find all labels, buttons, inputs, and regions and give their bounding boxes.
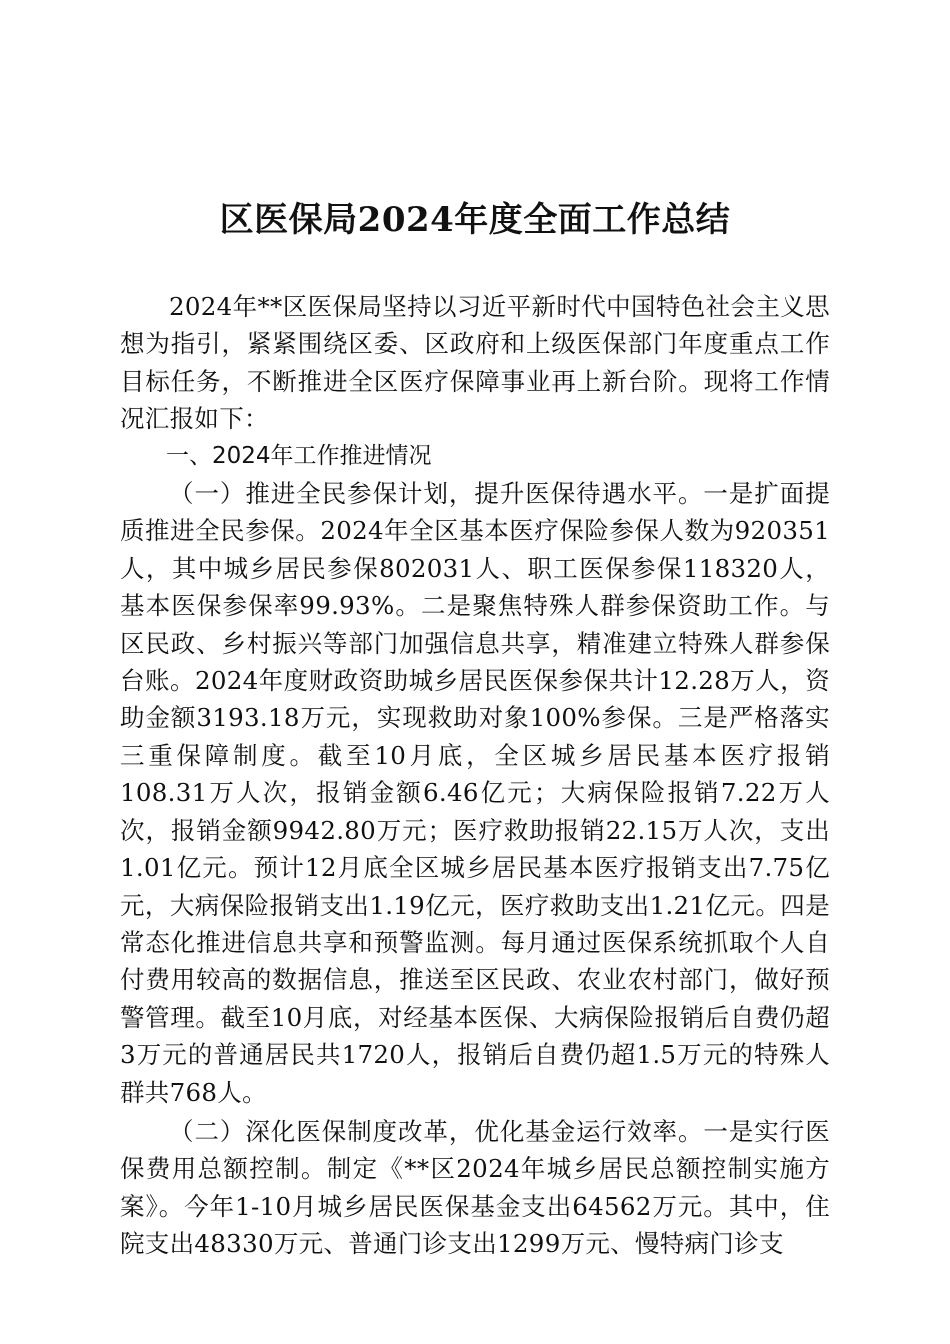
document-title: 区医保局2024年度全面工作总结: [219, 200, 731, 240]
body-paragraph-1: （一）推进全民参保计划，提升医保待遇水平。一是扩面提质推进全民参保。2024年全区基本医疗保险参保人数为920351人，其中城乡居民参保802031人、职工医保参保118320人，基本医保参保率99.93%。二是聚焦特殊人群参保资助工作。与区民政、乡村振兴等部门加强信息共享，精准建立特殊人群参保台账。2024年度财政资助城乡居民医保参保共计12.28万人，资助金额3193.18万元，实现救助对象100%参保。三是严格落实三重保障制度。截至10月底，全区城乡居民基本医疗报销108.31万人次，报销金额6.46亿元；大病保险报销7.22万人次，报销金额9942.80万元；医疗救助报销22.15万人次，支出1.01亿元。预计12月底全区城乡居民基本医疗报销支出7.75亿元，大病保险报销支出1.19亿元，医疗救助支出1.21亿元。四是常态化推进信息共享和预警监测。每月通过医保系统抓取个人自付费用较高的数据信息，推送至区民政、农业农村部门，做好预警管理。截至10月底，对经基本医保、大病保险报销后自费仍超3万元的普通居民共1720人，报销后自费仍超1.5万元的特殊人群共768人。: [120, 479, 830, 1107]
section-heading: 一、2024年工作推进情况: [166, 442, 432, 469]
body-paragraph-2: （二）深化医保制度改革，优化基金运行效率。一是实行医保费用总额控制。制定《**区2024年城乡居民总额控制实施方案》。今年1-10月城乡居民医保基金支出64562万元。其中，住院支出48330万元、普通门诊支出1299万元、慢特病门诊支: [120, 1116, 830, 1259]
document-body: [120, 288, 830, 1263]
intro-paragraph: 2024年**区医保局坚持以习近平新时代中国特色社会主义思想为指引，紧紧围绕区委、区政府和上级医保部门年度重点工作目标任务，不断推进全区医疗保障事业再上新台阶。现将工作情况汇报如下：: [120, 292, 830, 434]
